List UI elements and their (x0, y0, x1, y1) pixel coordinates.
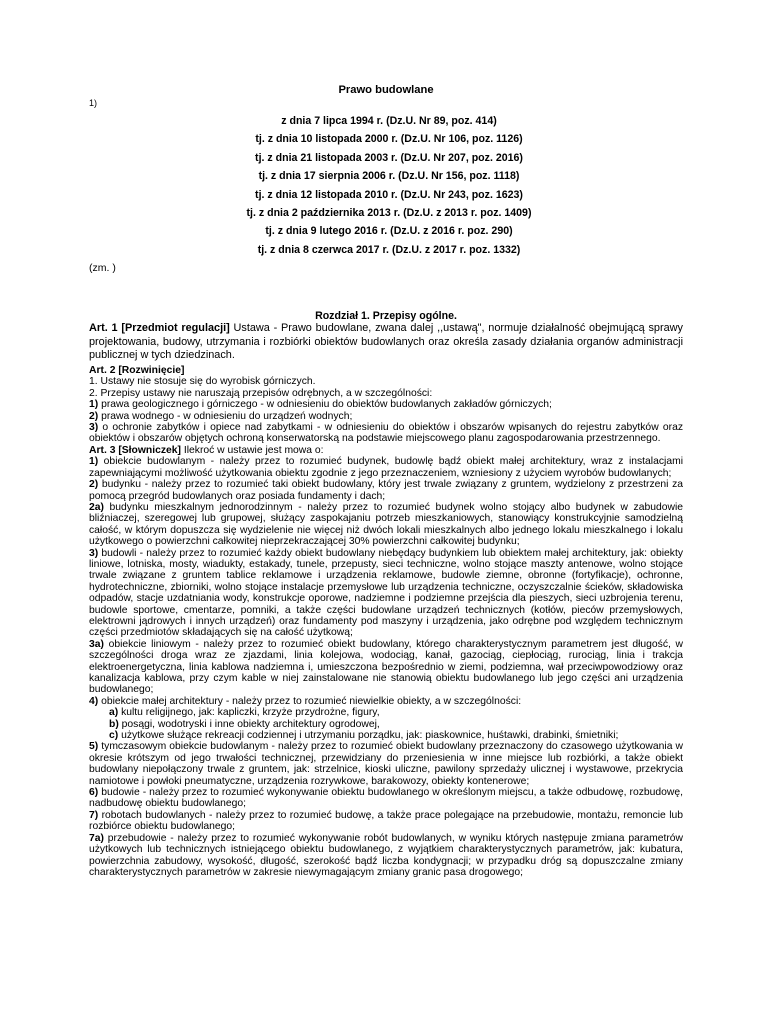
list-item (89, 502, 683, 548)
list-item (89, 810, 683, 833)
document-body (89, 365, 683, 878)
list-item (89, 411, 683, 422)
item-text: o ochronie zabytków i opiece nad zabytkami - w odniesieniu do obiektów i obszarów wpisanych do rejestru zabytków oraz obiektów i obszarów objętych ochroną konserwatorską na podstawie miejscowego planu zagospodarowania przestrzennego. (89, 422, 683, 445)
item-text: tymczasowym obiekcie budowlanym - należy przez to rozumieć obiekt budowlany przeznaczony do czasowego użytkowania w okresie krótszym od jego trwałości technicznej, przewidziany do przeniesienia w inne miejsce lub rozbiórki, a także obiekt budowlany niepołączony trwale z gruntem, jak: strzelnice, kioski uliczne, pawilony sprzedaży ulicznej i wystawowe, przekrycia namiotowe i powłoki pneumatyczne, urządzenia rozrywkowe, barakowozy, obiekty kontenerowe; (89, 741, 683, 787)
article-2-label: Art. 2 [Rozwinięcie] (89, 365, 185, 377)
item-number: 2a) (89, 501, 104, 513)
list-item (89, 787, 683, 810)
item-number: 7) (89, 809, 99, 821)
item-number: 2) (89, 479, 99, 491)
list-item (89, 639, 683, 696)
item-text: przebudowie - należy przez to rozumieć wykonywanie robót budowlanych, w wyniku których następuje zmiana parametrów użytkowych lub technicznych istniejącego obiektu budowlanego, z wyjątkiem charakterystycznych parametrów, jak: kubatura, powierzchnia zabudowy, wysokość, długość, szerokość bądź liczba kondygnacji; w przypadku dróg są dopuszczalne zmiany charakterystycznych parametrów w zakresie niewymagającym zmiany granic pasa drogowego; (89, 832, 683, 878)
sub-list-item (89, 719, 683, 730)
amendments-note: (zm. ) (89, 262, 116, 275)
chapter-heading: Rozdział 1. Przepisy ogólne. (315, 310, 457, 323)
date-line: tj. z dnia 17 sierpnia 2006 r. (Dz.U. Nr 156, poz. 1118) (258, 170, 520, 183)
item-text: obiekcie liniowym - należy przez to rozumieć obiekt budowlany, którego charakterystycznym parametrem jest długość, w szczególności droga wraz ze zjazdami, linia kolejowa, wodociąg, kanał, gazociąg, ciepłociąg, rurociąg, linia i trakcja elektroenergetyczna, linia kablowa nadziemna i, umieszczona bezpośrednio w ziemi, podziemna, wał przeciwpowodziowy oraz kanalizacja kablowa, przy czym kable w niej zainstalowane nie stanowią obiektu budowlanego lub jego części ani urządzenia budowlanego; (89, 638, 683, 696)
item-text: budynku - należy przez to rozumieć taki obiekt budowlany, który jest trwale związany z gruntem, wydzielony z przestrzeni za pomocą przegród budowlanych oraz posiada fundamenty i dach; (89, 479, 683, 502)
publication-dates (89, 112, 683, 259)
footnote-marker: 1) (89, 98, 98, 108)
item-text: prawa wodnego - w odniesieniu do urządzeń wodnych; (98, 410, 353, 422)
item-letter: b) (109, 718, 119, 730)
document-title: Prawo budowlane (338, 84, 434, 96)
date-line: tj. z dnia 2 października 2013 r. (Dz.U. z 2013 r. poz. 1409) (246, 207, 532, 220)
item-number: 3) (89, 547, 99, 559)
article-1 (89, 322, 683, 363)
list-item (89, 833, 683, 879)
item-letter: a) (109, 707, 119, 719)
item-text: kultu religijnego, jak: kapliczki, krzyże przydrożne, figury, (118, 707, 380, 719)
article-1-text: Ustawa - Prawo budowlane, zwana dalej ,,ustawą", normuje działalność obejmującą sprawy projektowania, budowy, utrzymania i rozbiórki obiektów budowlanych oraz określa zasady działania organów administracji publicznej w tych dziedzinach. (89, 322, 683, 362)
item-number: 3) (89, 422, 99, 434)
item-text: robotach budowlanych - należy przez to rozumieć budowę, a także prace polegające na przebudowie, montażu, remoncie lub rozbiórce obiektu budowlanego; (89, 809, 683, 833)
list-item (89, 422, 683, 445)
article-3-intro (89, 445, 683, 456)
item-number: 1) (89, 399, 99, 411)
article-1-label: Art. 1 [Przedmiot regulacji] (89, 322, 230, 335)
item-text: budowli - należy przez to rozumieć każdy obiekt budowlany niebędący budynkiem lub obiektem małej architektury, jak: obiekty liniowe, lotniska, mosty, wiadukty, estakady, tunele, przepusty, sieci techniczne, wolno stojące maszty antenowe, wolno stojące trwale związane z gruntem tablice reklamowe i urządzenia reklamowe, budowle ziemne, obronne (fortyfikacje), ochronne, hydrotechniczne, zbiorniki, wolno stojące instalacje przemysłowe lub urządzenia techniczne, oczyszczalnie ścieków, składowiska odpadów, stacje uzdatniania wody, konstrukcje oporowe, nadziemne i podziemne przejścia dla pieszych, sieci uzbrojenia terenu, budowle sportowe, cmentarze, pomniki, a także części budowlane urządzeń technicznych (kotłów, pieców przemysłowych, elektrowni jądrowych i innych urządzeń) oraz fundamenty pod maszyny i urządzenia, jako odrębne pod względem technicznym części przedmiotów składających się na całość użytkową; (89, 547, 683, 639)
article-3-intro-text: Ilekroć w ustawie jest mowa o: (180, 444, 324, 456)
item-number: 4) (89, 695, 99, 707)
date-line: tj. z dnia 10 listopada 2000 r. (Dz.U. Nr 106, poz. 1126) (255, 133, 523, 146)
sub-list-item (89, 730, 683, 741)
list-item (89, 696, 683, 707)
document-page (89, 84, 683, 878)
item-number: 1) (89, 456, 99, 468)
item-text: prawa geologicznego i górniczego - w odniesieniu do obiektów budowlanych zakładów górniczych; (98, 399, 552, 411)
item-text: obiekcie budowlanym - należy przez to rozumieć budynek, budowlę bądź obiekt małej architektury, wraz z instalacjami zapewniającymi możliwość użytkowania obiektu zgodnie z jego przeznaczeniem, wzniesiony z użyciem wyrobów budowlanych; (89, 456, 683, 479)
article-3-label: Art. 3 [Słowniczek] (89, 444, 181, 456)
item-number: 5) (89, 741, 99, 753)
sub-list-item (89, 707, 683, 718)
article-2-p1: 1. Ustawy nie stosuje się do wyrobisk górniczych. (89, 376, 316, 388)
item-text: budynku mieszkalnym jednorodzinnym - należy przez to rozumieć budynek wolno stojący albo budynek w zabudowie bliźniaczej, szeregowej lub grupowej, służący zaspokajaniu potrzeb mieszkaniowych, stanowiący konstrukcyjnie samodzielną całość, w którym dopuszcza się wydzielenie nie więcej niż dwóch lokali mieszkalnych albo jednego lokalu mieszkalnego i lokalu użytkowego o powierzchni całkowitej nieprzekraczającej 30% powierzchni całkowitej budynku; (89, 501, 683, 548)
item-number: 6) (89, 787, 99, 799)
item-text: użytkowe służące rekreacji codziennej i utrzymaniu porządku, jak: piaskownice, huśtawki, drabinki, śmietniki; (118, 730, 619, 742)
list-item (89, 741, 683, 787)
item-text: obiekcie małej architektury - należy przez to rozumieć niewielkie obiekty, a w szczególności: (98, 695, 522, 707)
date-line: z dnia 7 lipca 1994 r. (Dz.U. Nr 89, poz. 414) (281, 115, 497, 127)
list-item (89, 548, 683, 639)
date-line: tj. z dnia 21 listopada 2003 r. (Dz.U. Nr 207, poz. 2016) (255, 151, 523, 164)
item-letter: c) (109, 730, 119, 742)
item-text: budowie - należy przez to rozumieć wykonywanie obiektu budowlanego w określonym miejscu, a także odbudowę, rozbudowę, nadbudowę obiektu budowlanego; (89, 787, 683, 810)
date-line: tj. z dnia 12 listopada 2010 r. (Dz.U. Nr 243, poz. 1623) (255, 188, 523, 201)
article-2-p2: 2. Przepisy ustawy nie naruszają przepisów odrębnych, a w szczególności: (89, 387, 433, 399)
item-text: posągi, wodotryski i inne obiekty architektury ogrodowej, (118, 718, 380, 730)
item-number: 7a) (89, 832, 104, 844)
date-line: tj. z dnia 8 czerwca 2017 r. (Dz.U. z 2017 r. poz. 1332) (257, 243, 521, 256)
list-item (89, 456, 683, 479)
list-item (89, 479, 683, 502)
item-number: 3a) (89, 638, 104, 650)
list-item (89, 399, 683, 410)
item-number: 2) (89, 410, 99, 422)
date-line: tj. z dnia 9 lutego 2016 r. (Dz.U. z 2016 r. poz. 290) (265, 225, 513, 238)
